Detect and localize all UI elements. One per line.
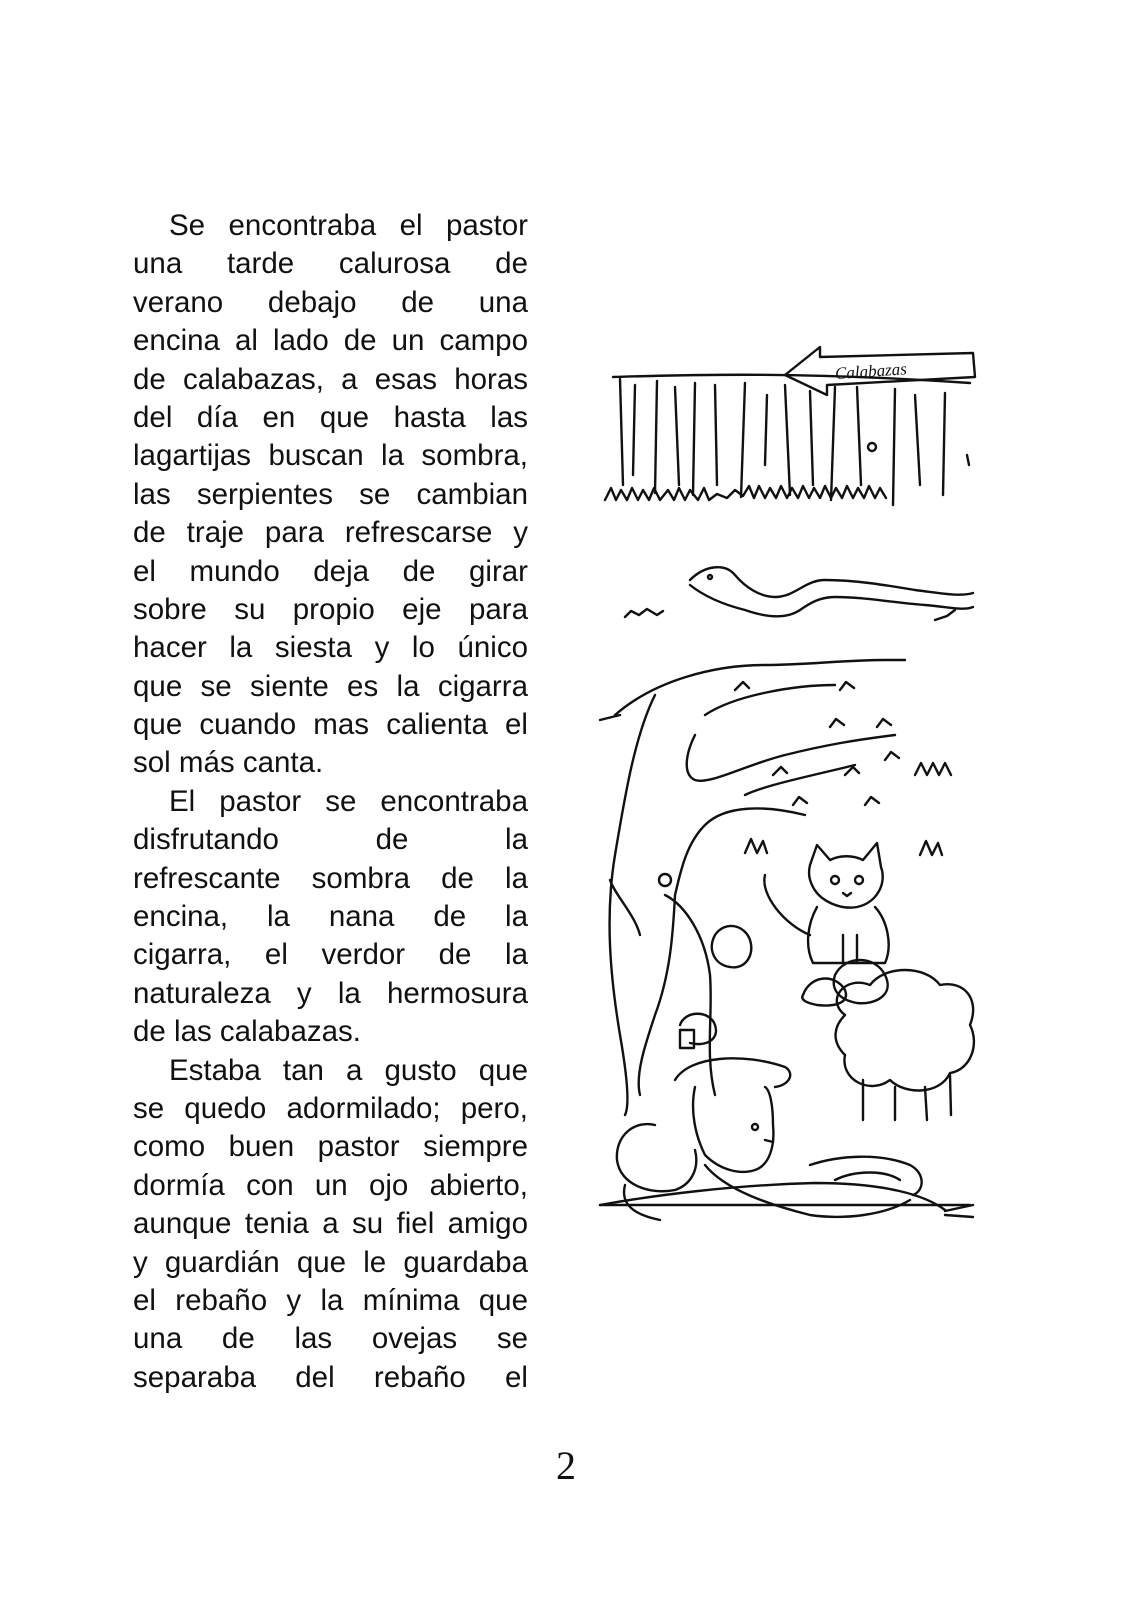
text-line: aunque tenia a su fiel amigo [133, 1207, 528, 1241]
text-line: sobre su propio eje para [133, 592, 528, 626]
text-line: de las calabazas. [133, 1015, 361, 1049]
text-line: El pastor se encontraba [169, 784, 528, 818]
text-line: se quedo adormilado; pero, [133, 1091, 528, 1125]
text-line: lagartijas buscan la sombra, [133, 439, 528, 473]
text-line: verano debajo de una [133, 285, 528, 319]
pumpkin-sign [785, 347, 975, 395]
fence-drawing [605, 375, 970, 505]
text-line: del día en que hasta las [133, 400, 528, 434]
paragraph-2 [133, 783, 528, 1052]
text-line: cigarra, el verdor de la [133, 938, 528, 972]
text-line: dormía con un ojo abierto, [133, 1168, 528, 1202]
text-line: naturaleza y la hermosura [133, 976, 528, 1010]
text-line: que cuando mas calienta el [133, 708, 528, 742]
text-line: refrescante sombra de la [133, 861, 528, 895]
text-line: encina al lado de un campo [133, 324, 528, 358]
text-line: y guardián que le guardaba [133, 1245, 528, 1279]
text-line: de calabazas, a esas horas [133, 362, 528, 396]
text-line: el mundo deja de girar [133, 554, 528, 588]
text-line: el rebaño y la mínima que [133, 1283, 528, 1317]
paragraph-3 [133, 1052, 528, 1398]
shepherd-drawing [600, 1058, 973, 1220]
text-line: sol más canta. [133, 746, 324, 780]
text-line: separaba del rebaño el [133, 1360, 528, 1394]
text-line: disfrutando de la [133, 823, 528, 857]
tree-drawing [600, 660, 951, 1115]
text-line: las serpientes se cambian [133, 477, 528, 511]
snake-drawing [625, 567, 973, 620]
text-line: Se encontraba el pastor [169, 209, 528, 242]
text-line: encina, la nana de la [133, 900, 528, 934]
text-line: hacer la siesta y lo único [133, 631, 528, 665]
sheep-drawing [680, 926, 974, 1120]
story-illustration [595, 335, 985, 1225]
sign-label: Calabazas [834, 359, 908, 384]
text-line: una de las ovejas se [133, 1322, 528, 1356]
text-line: como buen pastor siempre [133, 1130, 528, 1164]
page-number: 2 [556, 1443, 576, 1488]
story-text [133, 207, 528, 1397]
paragraph-1 [133, 207, 528, 783]
text-line: que se siente es la cigarra [133, 669, 528, 703]
text-line: de traje para refrescarse y [133, 516, 528, 550]
text-line: una tarde calurosa de [133, 247, 528, 281]
text-line: Estaba tan a gusto que [169, 1053, 528, 1087]
cat-drawing [764, 843, 888, 963]
